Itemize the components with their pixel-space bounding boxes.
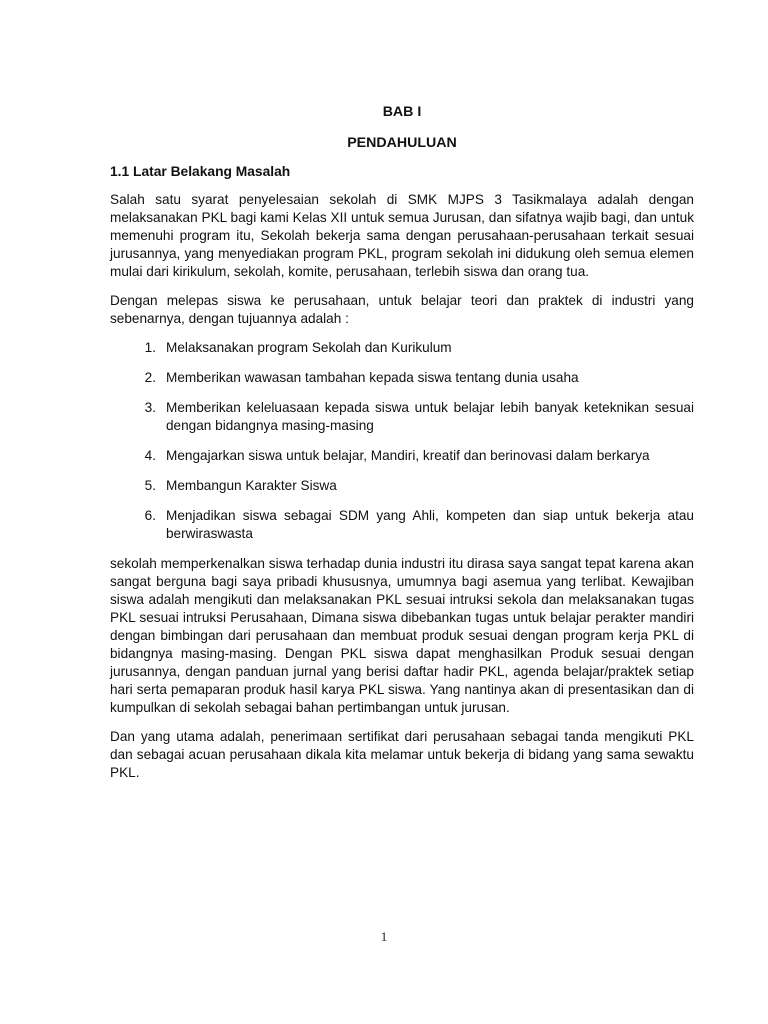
paragraph-3: sekolah memperkenalkan siswa terhadap dunia industri itu dirasa saya sangat tepat karena akan sangat berguna bagi saya pribadi khususnya, umumnya bagi asemua yang terlibat. Kewajiban siswa adalah mengikuti dan melaksanakan PKL sesuai intruksi sekola dan melaksanakan tugas PKL sesuai intruksi Perusahaan, Dimana siswa dibebankan tugas untuk belajar perakter mandiri dengan bimbingan dari perusahaan dan membuat produk sesuai dengan program kerja PKL di bidangnya masing-masing. Dengan PKL siswa dapat menghasilkan Produk sesuai dengan jurusannya, dengan panduan jurnal yang berisi daftar hadir PKL, agenda belajar/praktek setiap hari serta pemaparan produk hasil karya PKL siswa. Yang nantinya akan di presentasikan dan di kumpulkan di sekolah sebagai bahan pertimbangan untuk jurusan.	[110, 556, 694, 715]
chapter-title: PENDAHULUAN	[347, 135, 457, 151]
objectives-list	[110, 339, 694, 543]
list-number: 4.	[144, 448, 156, 463]
list-text: Menjadikan siswa sebagai SDM yang Ahli, kompeten dan siap untuk bekerja atau berwiraswasta	[166, 508, 694, 541]
document-content	[110, 103, 694, 782]
list-text: Membangun Karakter Siswa	[166, 478, 337, 493]
list-number: 3.	[144, 400, 156, 415]
list-item	[110, 399, 694, 435]
paragraph-1: Salah satu syarat penyelesaian sekolah di SMK MJPS 3 Tasikmalaya adalah dengan melaksanakan PKL bagi kami Kelas XII untuk semua Jurusan, dan sifatnya wajib bagi, dan untuk memenuhi program itu, Sekolah bekerja sama dengan perusahaan-perusahaan terkait sesuai jurusannya, yang menyediakan program PKL, program sekolah ini didukung oleh semua elemen mulai dari kirikulum, sekolah, komite, perusahaan, terlebih siswa dan orang tua.	[110, 192, 694, 279]
page-number: 1	[380, 929, 388, 944]
list-number: 6.	[144, 508, 156, 523]
list-text: Memberikan keleluasaan kepada siswa untuk belajar lebih banyak keteknikan sesuai dengan bidangnya masing-masing	[166, 400, 694, 433]
section-heading: 1.1 Latar Belakang Masalah	[110, 164, 291, 179]
list-text: Mengajarkan siswa untuk belajar, Mandiri, kreatif dan berinovasi dalam berkarya	[166, 448, 650, 463]
paragraph-2: Dengan melepas siswa ke perusahaan, untuk belajar teori dan praktek di industri yang sebenarnya, dengan tujuannya adalah :	[110, 293, 694, 326]
list-number: 5.	[144, 478, 156, 493]
list-item	[110, 339, 694, 357]
list-item	[110, 447, 694, 465]
chapter-label: BAB I	[382, 104, 422, 120]
list-item	[110, 477, 694, 495]
list-number: 2.	[144, 370, 156, 385]
paragraph-4: Dan yang utama adalah, penerimaan sertifikat dari perusahaan sebagai tanda mengikuti PKL dan sebagai acuan perusahaan dikala kita melamar untuk bekerja di bidang yang sama sewaktu PKL.	[110, 729, 694, 780]
list-item	[110, 369, 694, 387]
list-text: Melaksanakan program Sekolah dan Kurikulum	[166, 340, 452, 355]
list-text: Memberikan wawasan tambahan kepada siswa tentang dunia usaha	[166, 370, 579, 385]
list-item	[110, 507, 694, 543]
list-number: 1.	[144, 340, 156, 355]
